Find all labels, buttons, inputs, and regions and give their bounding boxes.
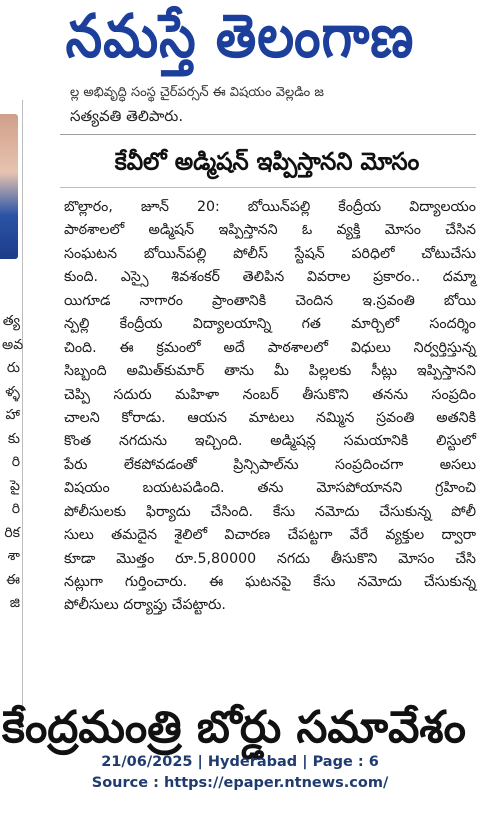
next-headline-text: కేంద్రమంత్రి బోర్డు సమావేశం	[2, 702, 466, 753]
left-column-line: హా	[5, 407, 20, 423]
previous-article-last-line: సత్యవతి తెలిపారు.	[70, 107, 184, 125]
article-line: కుంది. ఎస్సై శివశంకర్ తెలిపిన వివరాల ప్రకారం.. దమ్మా	[64, 269, 476, 286]
article-line: విషయం బయటపడింది. తను మోసపోయానని గ్రహించి	[64, 480, 476, 497]
left-column-line: రిక	[4, 524, 20, 541]
article-line: పేరు లేకపోవడంతో ప్రిన్సిపాల్‌ను సంప్రదించగా అసలు	[64, 456, 476, 473]
article-line: యిగూడ నాగారం ప్రాంతానికి చెందిన ఇ.స్రవంతి బోయి	[64, 292, 476, 309]
article-line: సంఘటన బోయిన్‌పల్లి పోలీస్ స్టేషన్ పరిధిలో చోటుచేసు	[64, 245, 476, 262]
left-column-line: ళ్ళ	[5, 383, 20, 400]
article-column	[64, 85, 476, 750]
dateline: 21/06/2025 | Hyderabad | Page : 6	[101, 754, 379, 770]
article-line: సులు తమదైన శైలిలో విచారణ చేపట్టగా వేరే వ్యక్తుల ద్వారా	[64, 527, 476, 544]
article-line: పోలీసులు దర్యాప్తు చేపట్టారు.	[64, 597, 226, 614]
next-headline-fragment	[0, 692, 480, 753]
left-column-line: శా	[7, 548, 20, 564]
footer	[0, 752, 480, 794]
article-line: చింది. ఈ క్రమంలో అదే పాఠశాలలో విధులు నిర్వర్తిస్తున్న	[64, 339, 476, 356]
source-line: Source : https://epaper.ntnews.com/	[91, 775, 389, 791]
article-line: కొంత నగదును ఇచ్చింది. అడ్మిషన్ల సమయానికి లిస్టులో	[64, 433, 476, 450]
article-body	[64, 196, 476, 618]
left-column-line: రు	[6, 360, 20, 376]
article-line: కూడా మొత్తం రూ.5,80000 నగదు తీసుకొని మోసం చేసి	[64, 550, 476, 567]
article-line: చెప్పి సదురు మహిళా నంబర్ తీసుకొని తనను సంప్రదిం	[64, 386, 476, 403]
article-headline: కేవీలో అడ్మిషన్ ఇప్పిస్తానని మోసం	[114, 148, 420, 176]
left-column-line: కు	[7, 430, 20, 447]
article-line: బొల్లారం, జూన్ 20: బోయిన్‌పల్లి కేంద్రీయ విద్యాలయం	[64, 199, 476, 215]
left-column-line: ఈ	[6, 571, 20, 588]
article-line: పోలీసులకు ఫిర్యాదు చేసింది. కేసు నమోదు చేసుకున్న పోలీ	[64, 503, 476, 520]
photo-fragment	[0, 114, 18, 259]
left-column-text	[2, 310, 24, 616]
left-column-fragment	[0, 100, 23, 740]
masthead	[0, 0, 480, 88]
article-line: చాలని కోరాడు. ఆయన మాటలు నమ్మిన స్రవంతి అతనికి	[64, 409, 476, 426]
clipping	[0, 85, 480, 750]
article-line: న్పల్లి కేంద్రీయ విద్యాలయాన్ని గత మార్చిలో సందర్శిం	[64, 316, 476, 333]
article-line: నట్లుగా గుర్తించారు. ఈ ఘటనపై కేసు నమోదు చేసుకున్న	[64, 574, 476, 590]
left-column-line: పై	[10, 477, 20, 494]
left-column-line: అవ	[2, 336, 24, 353]
divider	[60, 187, 476, 188]
left-column-line: జి	[9, 595, 20, 611]
divider	[60, 134, 476, 135]
left-column-line: త్య	[2, 313, 20, 329]
masthead-title: నమస్తే తెలంగాణ	[65, 2, 415, 72]
previous-article-cut-line: ల్ల అభివృద్ధి సంస్థ చైర్‌పర్సన్ ఈ విషయం వెల్లడిం జ	[70, 85, 324, 100]
article-line: పాఠశాలలో అడ్మిషన్ ఇప్పిస్తానని ఓ వ్యక్తి మోసం చేసిన	[64, 222, 476, 239]
left-column-line: రి	[11, 454, 20, 470]
article-line: సిబ్బంది అమిత్‌కుమార్ తాను మీ పిల్లలకు సీట్లు ఇప్పిస్తానని	[64, 363, 476, 380]
left-column-line: రి	[11, 501, 20, 517]
